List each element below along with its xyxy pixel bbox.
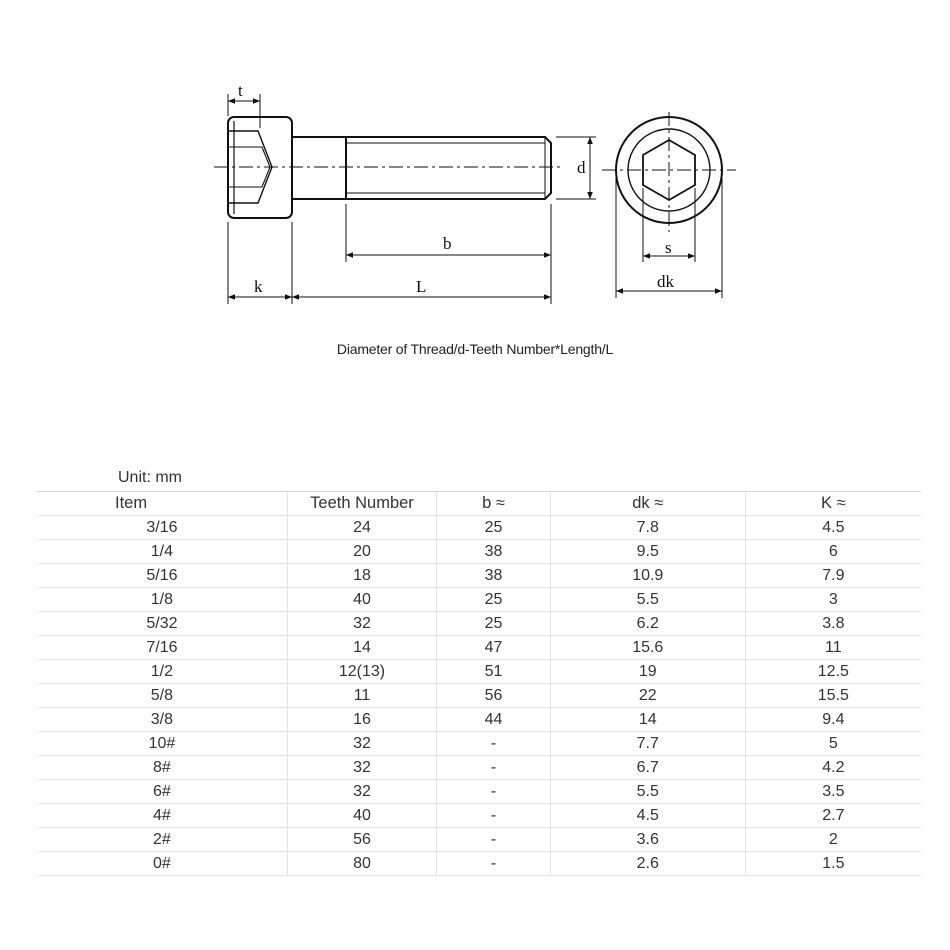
cell-teeth-number: 32 bbox=[287, 756, 436, 780]
table-body bbox=[37, 516, 921, 876]
cell-item: 0# bbox=[37, 852, 287, 876]
cell-b: 51 bbox=[437, 660, 551, 684]
header-k: K ≈ bbox=[745, 492, 921, 516]
cell-k: 9.4 bbox=[745, 708, 921, 732]
cell-dk: 4.5 bbox=[550, 804, 745, 828]
cell-item: 3/16 bbox=[37, 516, 287, 540]
cell-item: 10# bbox=[37, 732, 287, 756]
table-row bbox=[37, 564, 921, 588]
cell-k: 7.9 bbox=[745, 564, 921, 588]
cell-teeth-number: 32 bbox=[287, 780, 436, 804]
cell-item: 6# bbox=[37, 780, 287, 804]
cell-dk: 14 bbox=[550, 708, 745, 732]
cell-item: 1/8 bbox=[37, 588, 287, 612]
table-row bbox=[37, 804, 921, 828]
table-row bbox=[37, 708, 921, 732]
header-teeth-number: Teeth Number bbox=[287, 492, 436, 516]
cell-k: 5 bbox=[745, 732, 921, 756]
spec-table bbox=[37, 491, 921, 876]
cell-item: 4# bbox=[37, 804, 287, 828]
label-d: d bbox=[577, 158, 586, 177]
label-b: b bbox=[443, 234, 452, 253]
cell-b: 56 bbox=[437, 684, 551, 708]
label-L: L bbox=[416, 277, 427, 296]
table-row bbox=[37, 660, 921, 684]
cell-dk: 22 bbox=[550, 684, 745, 708]
table-row bbox=[37, 684, 921, 708]
cell-k: 6 bbox=[745, 540, 921, 564]
table-header-row bbox=[37, 492, 921, 516]
cell-k: 4.5 bbox=[745, 516, 921, 540]
cell-k: 1.5 bbox=[745, 852, 921, 876]
cell-item: 7/16 bbox=[37, 636, 287, 660]
cell-b: - bbox=[437, 756, 551, 780]
cell-teeth-number: 32 bbox=[287, 732, 436, 756]
cell-teeth-number: 56 bbox=[287, 828, 436, 852]
cell-item: 1/4 bbox=[37, 540, 287, 564]
header-dk: dk ≈ bbox=[550, 492, 745, 516]
cell-dk: 9.5 bbox=[550, 540, 745, 564]
header-b: b ≈ bbox=[437, 492, 551, 516]
cell-k: 4.2 bbox=[745, 756, 921, 780]
cell-b: 44 bbox=[437, 708, 551, 732]
cell-b: - bbox=[437, 732, 551, 756]
cell-k: 15.5 bbox=[745, 684, 921, 708]
cell-item: 5/8 bbox=[37, 684, 287, 708]
bolt-end-view bbox=[602, 112, 736, 298]
cell-k: 2 bbox=[745, 828, 921, 852]
cell-dk: 15.6 bbox=[550, 636, 745, 660]
cell-item: 3/8 bbox=[37, 708, 287, 732]
cell-b: 38 bbox=[437, 564, 551, 588]
label-dk: dk bbox=[657, 272, 674, 291]
cell-dk: 5.5 bbox=[550, 780, 745, 804]
cell-dk: 6.7 bbox=[550, 756, 745, 780]
cell-b: 25 bbox=[437, 516, 551, 540]
cell-b: - bbox=[437, 780, 551, 804]
drawing-caption: Diameter of Thread/d-Teeth Number*Length/L bbox=[336, 341, 614, 357]
cell-dk: 19 bbox=[550, 660, 745, 684]
cell-teeth-number: 18 bbox=[287, 564, 436, 588]
cell-teeth-number: 16 bbox=[287, 708, 436, 732]
cell-b: 25 bbox=[437, 588, 551, 612]
table-row bbox=[37, 612, 921, 636]
table-row bbox=[37, 756, 921, 780]
cell-teeth-number: 14 bbox=[287, 636, 436, 660]
thread-body bbox=[346, 137, 551, 199]
table-row bbox=[37, 828, 921, 852]
table-row bbox=[37, 540, 921, 564]
bolt-side-view bbox=[214, 117, 562, 218]
cell-item: 5/16 bbox=[37, 564, 287, 588]
cell-item: 1/2 bbox=[37, 660, 287, 684]
cell-teeth-number: 40 bbox=[287, 588, 436, 612]
label-s: s bbox=[665, 238, 672, 257]
cell-teeth-number: 20 bbox=[287, 540, 436, 564]
header-item: Item bbox=[37, 492, 287, 516]
bolt-neck bbox=[292, 137, 346, 199]
label-t: t bbox=[238, 81, 243, 100]
cell-b: - bbox=[437, 852, 551, 876]
cell-dk: 7.7 bbox=[550, 732, 745, 756]
cell-b: - bbox=[437, 804, 551, 828]
cell-dk: 10.9 bbox=[550, 564, 745, 588]
cell-k: 12.5 bbox=[745, 660, 921, 684]
cell-k: 3.8 bbox=[745, 612, 921, 636]
cell-teeth-number: 12(13) bbox=[287, 660, 436, 684]
table-row bbox=[37, 780, 921, 804]
table-row bbox=[37, 636, 921, 660]
cell-b: 38 bbox=[437, 540, 551, 564]
cell-teeth-number: 11 bbox=[287, 684, 436, 708]
end-centerlines bbox=[602, 112, 736, 232]
cell-k: 3 bbox=[745, 588, 921, 612]
cell-item: 8# bbox=[37, 756, 287, 780]
unit-label: Unit: mm bbox=[118, 469, 182, 486]
cell-teeth-number: 32 bbox=[287, 612, 436, 636]
cell-k: 2.7 bbox=[745, 804, 921, 828]
cell-b: 47 bbox=[437, 636, 551, 660]
cell-b: 25 bbox=[437, 612, 551, 636]
table-row bbox=[37, 852, 921, 876]
cell-b: - bbox=[437, 828, 551, 852]
cell-dk: 2.6 bbox=[550, 852, 745, 876]
cell-teeth-number: 40 bbox=[287, 804, 436, 828]
cell-dk: 7.8 bbox=[550, 516, 745, 540]
cell-k: 11 bbox=[745, 636, 921, 660]
cell-k: 3.5 bbox=[745, 780, 921, 804]
thread-root bbox=[346, 137, 545, 199]
cell-item: 2# bbox=[37, 828, 287, 852]
cell-teeth-number: 24 bbox=[287, 516, 436, 540]
cell-teeth-number: 80 bbox=[287, 852, 436, 876]
table-row bbox=[37, 732, 921, 756]
cell-dk: 6.2 bbox=[550, 612, 745, 636]
cell-item: 5/32 bbox=[37, 612, 287, 636]
bolt-dimension-drawing bbox=[0, 0, 950, 330]
cell-dk: 3.6 bbox=[550, 828, 745, 852]
table-row bbox=[37, 516, 921, 540]
table-row bbox=[37, 588, 921, 612]
cell-dk: 5.5 bbox=[550, 588, 745, 612]
label-k: k bbox=[254, 277, 263, 296]
